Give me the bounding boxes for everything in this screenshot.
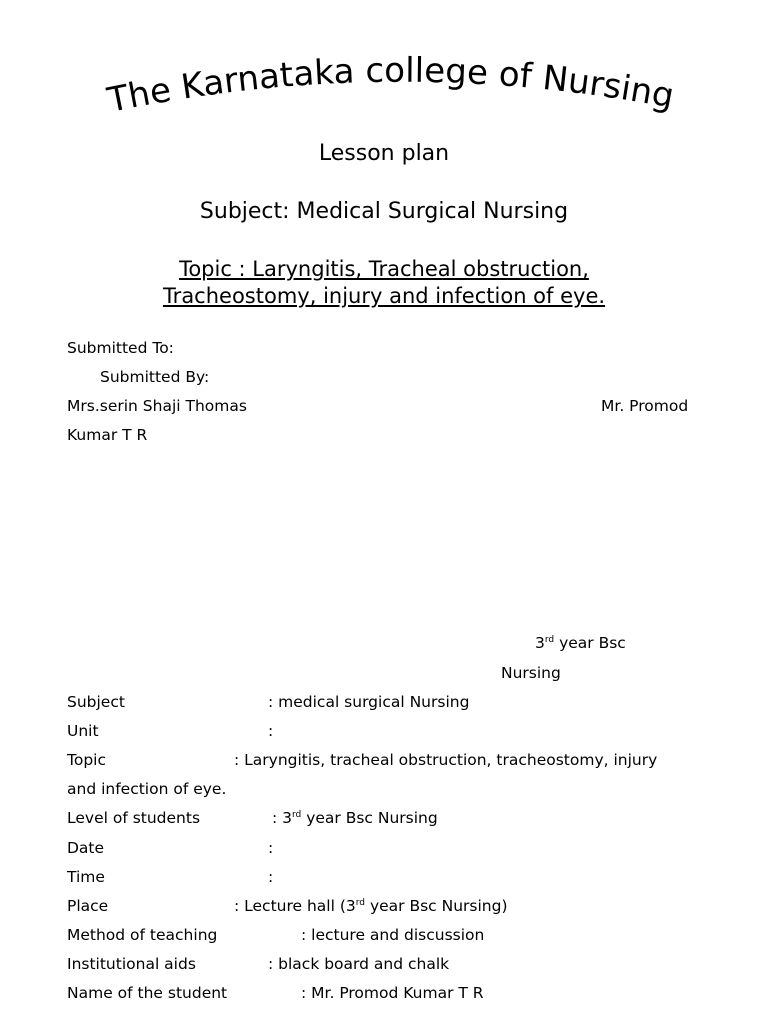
level-value-prefix: : 3 xyxy=(272,809,293,827)
place-value-sup: rd xyxy=(355,898,366,908)
class-year-num: 3 xyxy=(535,634,545,652)
topic-value-continued: and infection of eye. xyxy=(67,780,227,798)
method-label: Method of teaching xyxy=(67,926,218,944)
subject-value: : medical surgical Nursing xyxy=(268,693,470,711)
topic-value: : Laryngitis, tracheal obstruction, tracheostomy, injury xyxy=(234,751,658,769)
level-value xyxy=(272,809,438,827)
date-value: : xyxy=(268,839,274,857)
college-title: The Karnataka college of Nursing xyxy=(104,50,678,121)
topic-heading-line1: Topic : Laryngitis, Tracheal obstruction, xyxy=(179,257,589,281)
place-value xyxy=(234,897,508,915)
student-label: Name of the student xyxy=(67,984,228,1002)
subject-label: Subject xyxy=(67,693,125,711)
level-label: Level of students xyxy=(67,809,201,827)
subject-heading: Subject: Medical Surgical Nursing xyxy=(199,199,569,224)
unit-label: Unit xyxy=(67,722,99,740)
submitted-to-name: Mrs.serin Shaji Thomas xyxy=(67,397,247,415)
level-value-sup: rd xyxy=(292,810,302,820)
place-value-prefix: : Lecture hall (3 xyxy=(234,897,356,915)
date-label: Date xyxy=(67,839,105,857)
submitted-by-name-part2: Kumar T R xyxy=(67,426,148,444)
class-year-rest: year Bsc xyxy=(554,634,626,652)
topic-heading xyxy=(0,256,768,310)
method-value: : lecture and discussion xyxy=(301,926,485,944)
submitted-by-name-part1: Mr. Promod xyxy=(601,397,689,415)
class-year xyxy=(535,634,626,652)
submitted-to-label: Submitted To: xyxy=(67,339,174,357)
student-value: : Mr. Promod Kumar T R xyxy=(301,984,484,1002)
place-label: Place xyxy=(67,897,109,915)
time-label: Time xyxy=(67,868,105,886)
time-value: : xyxy=(268,868,274,886)
college-title-arc xyxy=(40,48,740,138)
submitted-by-label: Submitted By: xyxy=(100,368,210,386)
topic-label: Topic xyxy=(67,751,106,769)
aids-label: Institutional aids xyxy=(67,955,196,973)
topic-heading-line2: Tracheostomy, injury and infection of eye. xyxy=(162,284,606,308)
place-value-suffix: year Bsc Nursing) xyxy=(365,897,508,915)
lesson-plan-heading: Lesson plan xyxy=(318,141,450,166)
level-value-suffix: year Bsc Nursing xyxy=(301,809,438,827)
unit-value: : xyxy=(268,722,274,740)
aids-value: : black board and chalk xyxy=(268,955,450,973)
class-year-sup: rd xyxy=(544,635,555,645)
class-program: Nursing xyxy=(501,664,561,682)
